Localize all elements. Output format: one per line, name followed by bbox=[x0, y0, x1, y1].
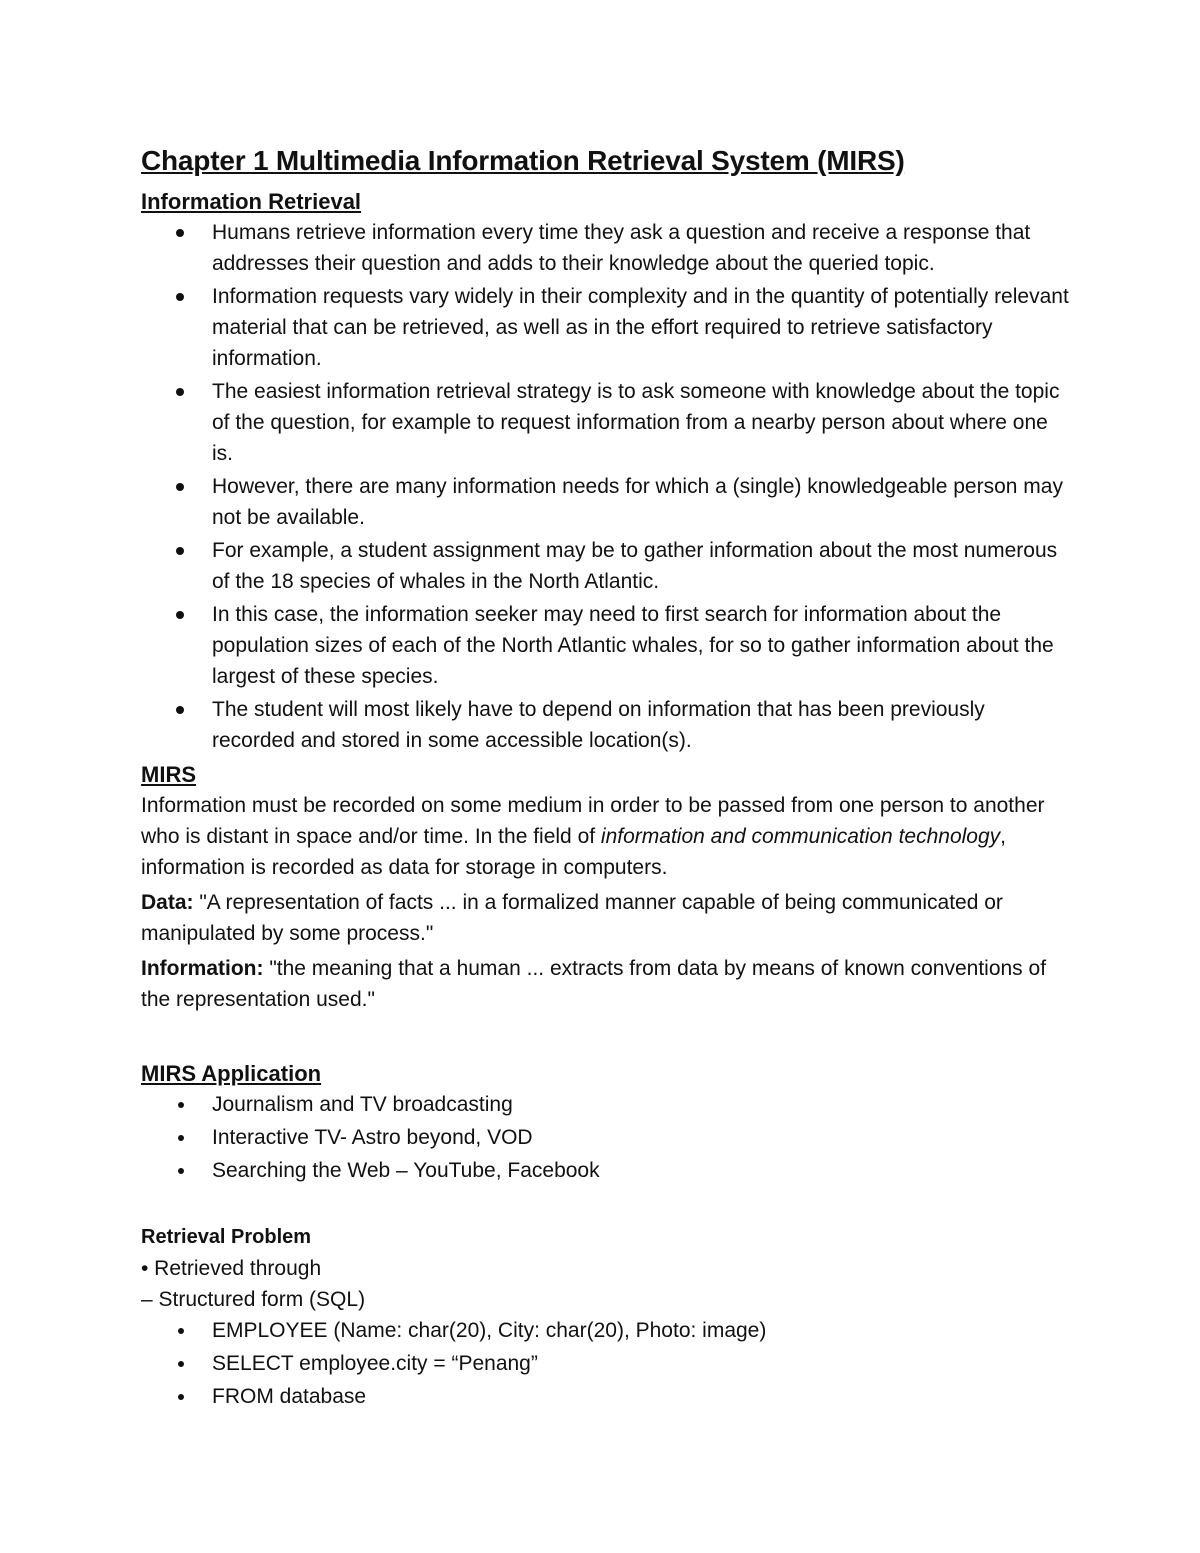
bullet-icon bbox=[178, 1168, 184, 1174]
list-item: EMPLOYEE (Name: char(20), City: char(20), Photo: image) bbox=[141, 1315, 1071, 1346]
list-item: Interactive TV- Astro beyond, VOD bbox=[141, 1122, 1071, 1153]
bullet-icon bbox=[176, 483, 184, 491]
information-definition: Information: "the meaning that a human ... extracts from data by means of known conventions of the representation used." bbox=[141, 957, 1047, 1011]
list-item: In this case, the information seeker may need to first search for information about the population sizes of each of the North Atlantic whales, for so to gather information about the largest of these species. bbox=[141, 599, 1071, 692]
list-item: SELECT employee.city = “Penang” bbox=[141, 1348, 1071, 1379]
bullet-icon bbox=[176, 547, 184, 555]
bullet-icon bbox=[178, 1135, 184, 1141]
mirs-paragraph: Information must be recorded on some medium in order to be passed from one person to another who is distant in space and/or time. In the field of information and communication technology, information is recorded as data for storage in computers. bbox=[141, 794, 1045, 879]
mirs-application-list bbox=[141, 1089, 1071, 1186]
list-item: Journalism and TV broadcasting bbox=[141, 1089, 1071, 1120]
section-heading-mirs-application: MIRS Application bbox=[141, 1061, 322, 1086]
bullet-icon bbox=[178, 1102, 184, 1108]
bullet-icon bbox=[176, 388, 184, 396]
bullet-icon bbox=[178, 1361, 184, 1367]
section-heading-information-retrieval: Information Retrieval bbox=[141, 189, 362, 214]
information-retrieval-list bbox=[141, 217, 1071, 756]
retrieval-line-2: – Structured form (SQL) bbox=[141, 1288, 366, 1311]
bullet-icon bbox=[176, 293, 184, 301]
list-item: The easiest information retrieval strategy is to ask someone with knowledge about the topic of the question, for example to request information from a nearby person about where one is. bbox=[141, 376, 1071, 469]
bullet-icon bbox=[176, 706, 184, 714]
list-item: Humans retrieve information every time they ask a question and receive a response that addresses their question and adds to their knowledge about the queried topic. bbox=[141, 217, 1071, 279]
bullet-icon bbox=[176, 229, 184, 237]
retrieval-line-1: • Retrieved through bbox=[141, 1257, 322, 1280]
list-item: For example, a student assignment may be to gather information about the most numerous of the 18 species of whales in the North Atlantic. bbox=[141, 535, 1071, 597]
list-item: Information requests vary widely in their complexity and in the quantity of potentially relevant material that can be retrieved, as well as in the effort required to retrieve satisfactory information. bbox=[141, 281, 1071, 374]
list-item: The student will most likely have to depend on information that has been previously recorded and stored in some accessible location(s). bbox=[141, 694, 1071, 756]
emphasis-text: information and communication technology bbox=[600, 825, 1001, 848]
document-page bbox=[141, 143, 1071, 1414]
section-heading-retrieval-problem: Retrieval Problem bbox=[141, 1226, 312, 1248]
data-definition: Data: "A representation of facts ... in a formalized manner capable of being communicated or manipulated by some process." bbox=[141, 891, 1003, 945]
bullet-icon bbox=[176, 611, 184, 619]
information-label: Information: bbox=[141, 957, 264, 980]
retrieval-problem-list bbox=[141, 1315, 1071, 1412]
section-heading-mirs: MIRS bbox=[141, 762, 196, 787]
bullet-icon bbox=[178, 1394, 184, 1400]
list-item: Searching the Web – YouTube, Facebook bbox=[141, 1155, 1071, 1186]
data-label: Data: bbox=[141, 891, 194, 914]
bullet-icon bbox=[178, 1328, 184, 1334]
list-item: However, there are many information needs for which a (single) knowledgeable person may not be available. bbox=[141, 471, 1071, 533]
list-item: FROM database bbox=[141, 1381, 1071, 1412]
chapter-title: Chapter 1 Multimedia Information Retrieval System (MIRS) bbox=[141, 145, 905, 176]
